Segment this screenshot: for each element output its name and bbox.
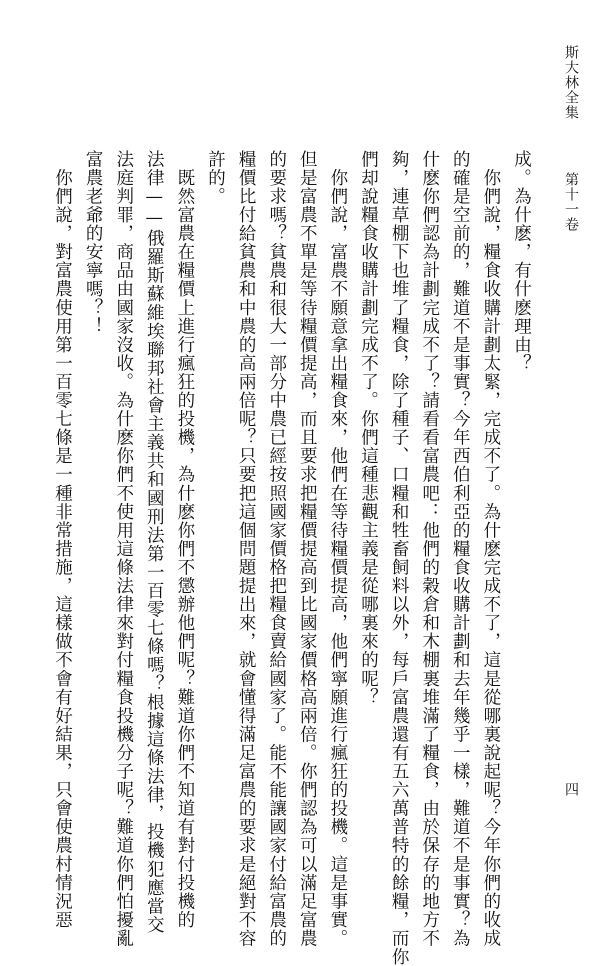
text-column: 你們說，糧食收購計劃太緊，完成不了。為什麽完成不了，這是從哪裏說起呢？今年你們的收成: [480, 150, 501, 948]
text-column: 的要求嗎？貧農和很大一部分中農已經按照國家價格把糧食賣給國家了。能不能讓國家付給富農的: [266, 150, 287, 948]
running-head-title: 斯大林全集: [563, 45, 579, 120]
text-column: 成。為什麽，有什麽理由？: [511, 150, 532, 373]
text-column: 但是富農不單是等待糧價提高，而且要求把糧價提高到比國家價格高兩倍。你們認為可以滿足富農: [297, 150, 318, 948]
running-head-volume: 第十一卷: [563, 172, 579, 232]
text-column: 富農老爺的安寧嗎？！: [83, 150, 104, 336]
text-column: 的確是空前的，難道不是事實？今年西伯利亞的糧食收購計劃和去年幾乎一樣，難道不是事實？為: [450, 150, 471, 948]
text-column: 們却說糧食收購計劃完成不了。你們這種悲觀主義是從哪裏來的呢？: [358, 150, 379, 707]
text-column: 法庭判罪，商品由國家沒收。為什麽你們不使用這條法律來對付糧食投機分子呢？難道你們怕擾亂: [113, 150, 134, 948]
text-column: 糧價比付給貧農和中農的高兩倍呢？只要把這個問題提出來，就會懂得滿足富農的要求是絕對不容: [236, 150, 257, 948]
text-column: 許的。: [205, 150, 226, 206]
page-number: 四: [563, 782, 579, 797]
text-column: 法律——俄羅斯蘇維埃聯邦社會主義共和國刑法第一百零七條嗎？根據這條法律，投機犯應當交: [144, 150, 165, 935]
text-column: 夠，連草棚下也堆了糧食，除了種子、口糧和牲畜飼料以外，每戶富農還有五六萬普特的餘糧，而你: [389, 150, 410, 966]
text-column: 既然富農在糧價上進行瘋狂的投機，為什麽你們不懲辦他們呢？難道你們不知道有對付投機的: [174, 150, 195, 930]
text-column: 什麽你們認為計劃完成不了？請看看富農吧：他們的穀倉和木棚裏堆滿了糧食，由於保存的地方不: [419, 150, 440, 948]
text-column: 你們說，富農不願意拿出糧食來，他們在等待糧價提高，他們寧願進行瘋狂的投機。這是事實。: [327, 150, 348, 948]
text-column: 你們說，對富農使用第一百零七條是一種非常措施，這樣做不會有好結果，只會使農村情況惡: [52, 150, 73, 930]
